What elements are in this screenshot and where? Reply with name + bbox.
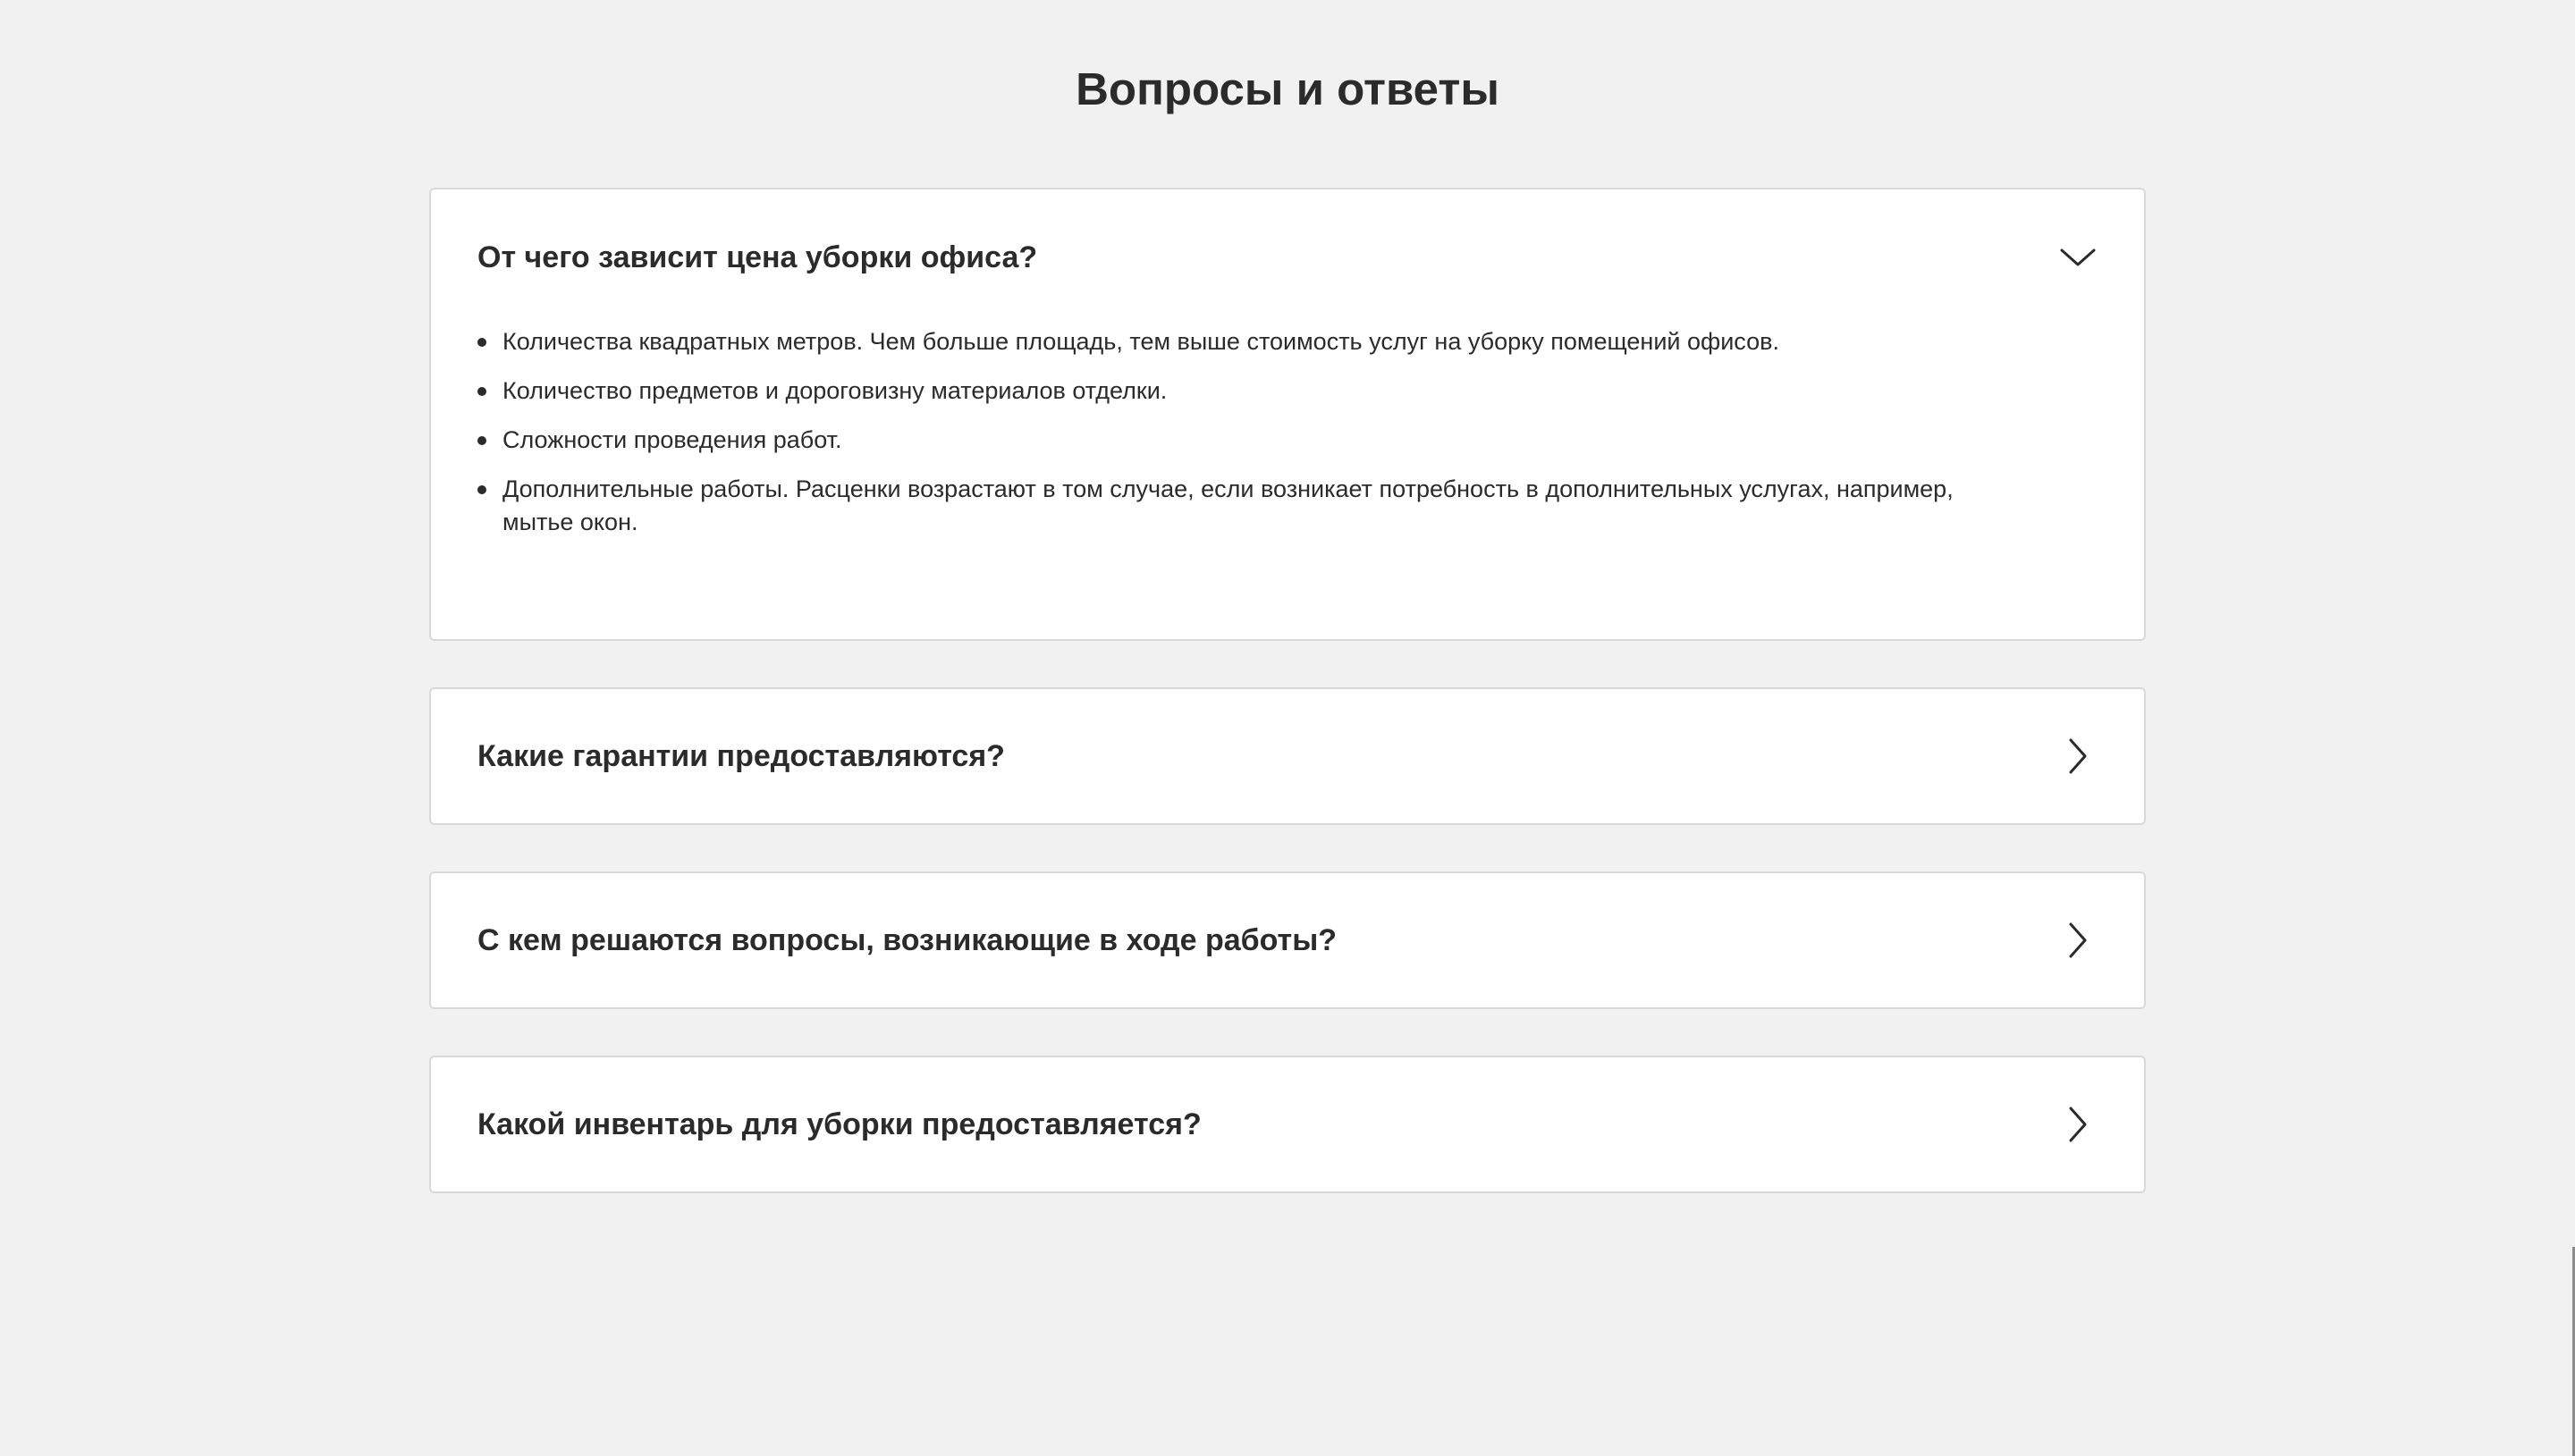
faq-question: Какие гарантии предоставляются? — [477, 739, 1005, 773]
faq-toggle-price[interactable] — [431, 189, 2144, 325]
page-title: Вопросы и ответы — [1076, 63, 1499, 114]
faq-answer — [431, 325, 2144, 639]
chevron-right-icon[interactable] — [2058, 921, 2098, 960]
faq-toggle-guarantees[interactable] — [431, 689, 2144, 823]
faq-item — [429, 871, 2146, 1009]
faq-question: От чего зависит цена уборки офиса? — [477, 240, 1038, 274]
chevron-down-icon[interactable] — [2058, 238, 2098, 277]
answer-list-item: Сложности проведения работ. — [477, 424, 2019, 457]
faq-toggle-inventory[interactable] — [431, 1057, 2144, 1191]
answer-list-item: Дополнительные работы. Расценки возрастают в том случае, если возникает потребность в дополнительных услугах, например, мытье окон. — [477, 473, 2019, 539]
chevron-right-icon[interactable] — [2058, 736, 2098, 776]
faq-question: Какой инвентарь для уборки предоставляется? — [477, 1107, 1202, 1141]
faq-item — [429, 188, 2146, 641]
faq-item — [429, 687, 2146, 825]
answer-list-item: Количество предметов и дороговизну материалов отделки. — [477, 375, 2019, 408]
faq-toggle-contacts[interactable] — [431, 873, 2144, 1007]
chevron-right-icon[interactable] — [2058, 1105, 2098, 1144]
faq-item — [429, 1056, 2146, 1193]
answer-list — [477, 325, 2019, 539]
faq-list — [429, 188, 2146, 1240]
answer-list-item: Количества квадратных метров. Чем больше площадь, тем выше стоимость услуг на уборку помещений офисов. — [477, 325, 2019, 358]
faq-question: С кем решаются вопросы, возникающие в ходе работы? — [477, 923, 1338, 957]
